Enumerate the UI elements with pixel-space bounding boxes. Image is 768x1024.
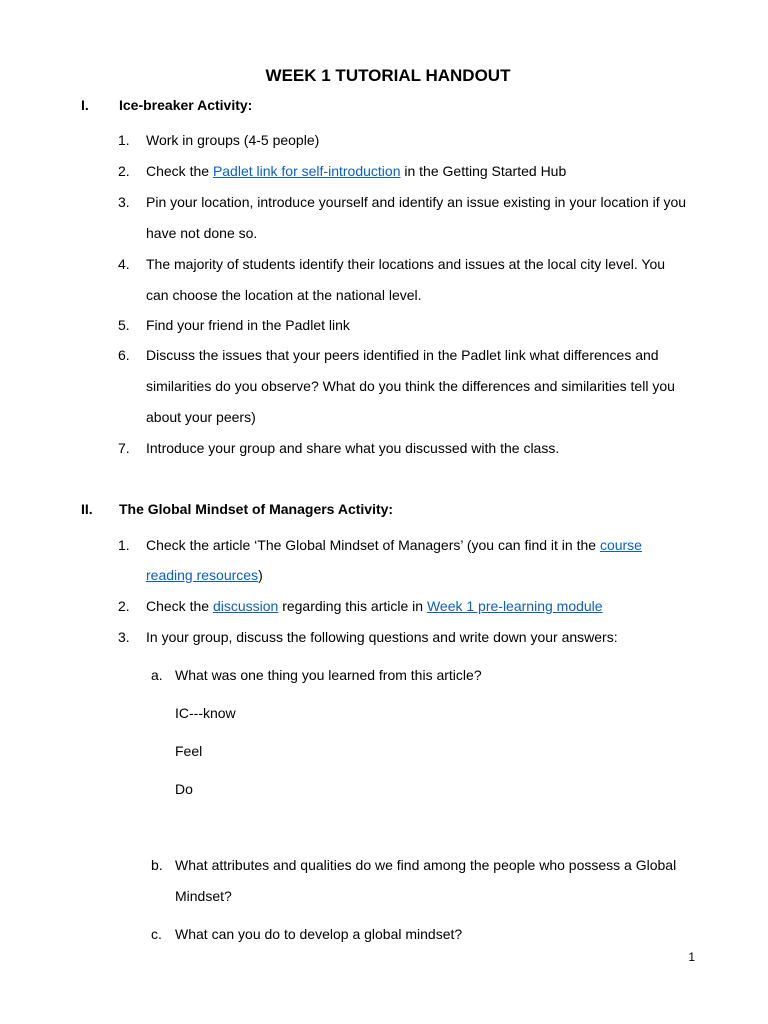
list-item-text-continued: can choose the location at the national level. — [146, 287, 422, 303]
list-item-number: 7. — [118, 440, 130, 456]
list-item-number: 6. — [118, 347, 130, 363]
list-item-text: In your group, discuss the following questions and write down your answers: — [146, 629, 618, 645]
list-item-number: 2. — [118, 163, 130, 179]
list-item-text: The majority of students identify their locations and issues at the local city level. You — [146, 256, 666, 272]
sub-item-text: What attributes and qualities do we find among the people who possess a Global — [175, 857, 677, 873]
sub-item-text: What was one thing you learned from this article? — [175, 667, 482, 683]
page-number: 1 — [688, 950, 695, 964]
discussion-link[interactable]: discussion — [212, 598, 279, 614]
list-item-text-continued — [146, 566, 263, 584]
list-item-text: Pin your location, introduce yourself and identify an issue existing in your location if you — [146, 194, 687, 210]
section-1-heading: Ice-breaker Activity: — [119, 97, 253, 113]
week1-module-link[interactable]: Week 1 pre-learning module — [426, 598, 603, 614]
sub-item-letter: a. — [151, 667, 163, 683]
answer-note: IC---know — [175, 705, 236, 721]
list-item-number: 3. — [118, 194, 130, 210]
text-segment: regarding this article in — [278, 598, 427, 614]
section-2-numeral: II. — [81, 501, 93, 517]
padlet-link[interactable]: Padlet link for self-introduction — [212, 163, 401, 179]
list-item-text-continued: have not done so. — [146, 225, 258, 241]
text-segment: ) — [258, 567, 263, 583]
list-item-text: Find your friend in the Padlet link — [146, 317, 350, 333]
list-item-text-continued: about your peers) — [146, 409, 256, 425]
text-segment: Check the — [146, 598, 213, 614]
list-item-text — [146, 536, 642, 554]
list-item-text: Work in groups (4-5 people) — [146, 132, 320, 148]
answer-note: Do — [175, 781, 193, 797]
sub-item-letter: b. — [151, 857, 163, 873]
sub-item-letter: c. — [151, 926, 162, 942]
page-title: WEEK 1 TUTORIAL HANDOUT — [265, 66, 511, 85]
course-reading-resources-link[interactable]: course — [599, 537, 642, 553]
list-item-text: Introduce your group and share what you discussed with the class. — [146, 440, 560, 456]
text-segment: Check the — [146, 163, 213, 179]
list-item-text — [146, 162, 566, 180]
list-item-text — [146, 597, 603, 615]
list-item-text: Discuss the issues that your peers identified in the Padlet link what differences and — [146, 347, 659, 363]
list-item-number: 1. — [118, 537, 130, 553]
list-item-number: 1. — [118, 132, 130, 148]
list-item-number: 4. — [118, 256, 130, 272]
section-1-numeral: I. — [81, 97, 89, 113]
course-reading-resources-link[interactable]: reading resources — [146, 567, 259, 583]
list-item-number: 3. — [118, 629, 130, 645]
list-item-number: 5. — [118, 317, 130, 333]
text-segment: in the Getting Started Hub — [400, 163, 567, 179]
list-item-text-continued: similarities do you observe? What do you think the differences and similarities tell you — [146, 378, 675, 394]
sub-item-text-continued: Mindset? — [175, 888, 232, 904]
section-2-heading: The Global Mindset of Managers Activity: — [119, 501, 394, 517]
sub-item-text: What can you do to develop a global mindset? — [175, 926, 463, 942]
answer-note: Feel — [175, 743, 203, 759]
text-segment: Check the article ‘The Global Mindset of Managers’ (you can find it in the — [146, 537, 600, 553]
list-item-number: 2. — [118, 598, 130, 614]
